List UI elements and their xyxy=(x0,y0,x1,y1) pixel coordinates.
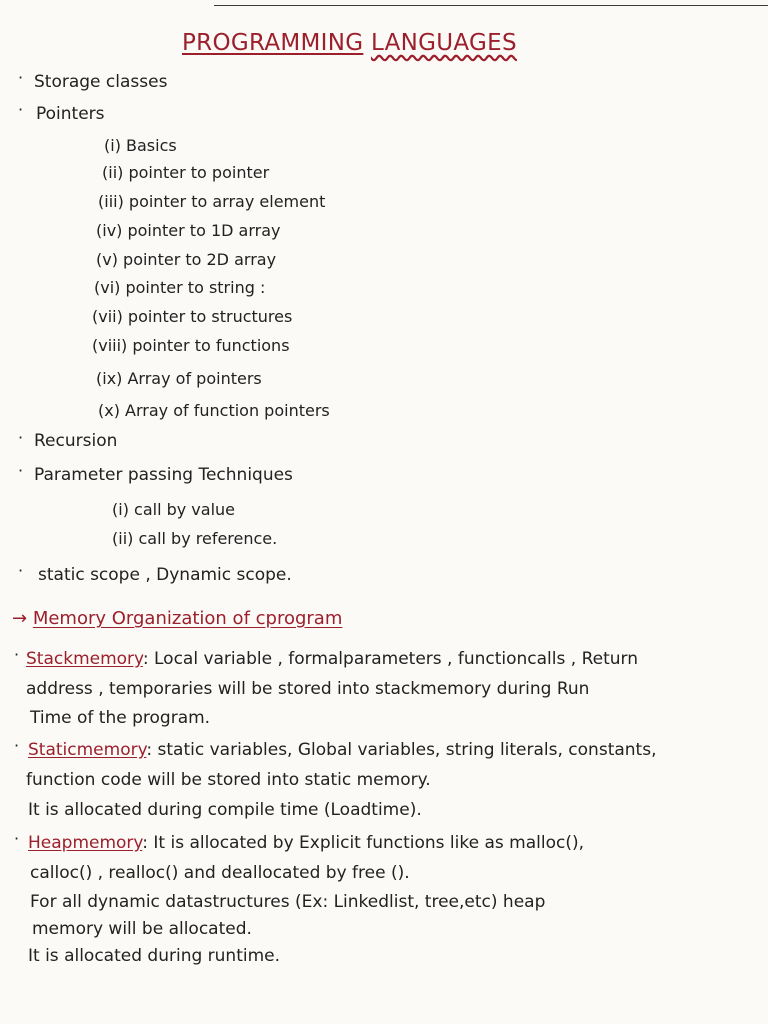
title-part-1: PROGRAMMING xyxy=(182,30,364,56)
static-memory-label: Staticmemory xyxy=(28,740,147,760)
pointer-subtopic: (v) pointer to 2D array xyxy=(96,250,277,269)
memory-heading xyxy=(12,608,342,629)
topic-scope: static scope , Dynamic scope. xyxy=(38,565,292,585)
heap-memory-label: Heapmemory xyxy=(28,833,143,853)
title-part-2: LANGUAGES xyxy=(370,30,517,56)
stack-memory-line-3: Time of the program. xyxy=(30,708,211,728)
bullet-icon: · xyxy=(14,645,20,664)
stack-memory-label: Stackmemory xyxy=(26,649,143,669)
bullet-icon: · xyxy=(18,100,24,119)
page-title xyxy=(182,30,517,56)
static-memory-line-1 xyxy=(28,740,656,760)
top-border-line xyxy=(214,5,768,6)
bullet-icon: · xyxy=(18,428,24,447)
pointer-subtopic: (vii) pointer to structures xyxy=(92,307,293,326)
arrow-right-icon: → xyxy=(12,608,28,629)
pointer-subtopic: (vi) pointer to string : xyxy=(94,278,266,297)
heap-memory-line-4: memory will be allocated. xyxy=(32,919,252,939)
static-memory-text-1: : static variables, Global variables, string literals, constants, xyxy=(146,740,657,760)
heap-memory-line-5: It is allocated during runtime. xyxy=(28,946,281,966)
topic-parameter-passing: Parameter passing Techniques xyxy=(34,465,293,485)
memory-heading-text: Memory Organization of cprogram xyxy=(32,608,343,629)
topic-storage-classes: Storage classes xyxy=(34,72,168,92)
bullet-icon: · xyxy=(18,561,24,580)
pointer-subtopic: (ix) Array of pointers xyxy=(96,369,262,388)
param-subtopic: (ii) call by reference. xyxy=(112,529,278,548)
bullet-icon: · xyxy=(18,461,24,480)
bullet-icon: · xyxy=(18,68,24,87)
heap-memory-text-1: : It is allocated by Explicit functions like as malloc(), xyxy=(142,833,585,853)
param-subtopic: (i) call by value xyxy=(112,500,236,519)
pointer-subtopic: (iii) pointer to array element xyxy=(98,192,326,211)
pointer-subtopic: (i) Basics xyxy=(104,136,177,155)
bullet-icon: · xyxy=(14,736,20,755)
pointer-subtopic: (x) Array of function pointers xyxy=(98,401,330,420)
heap-memory-line-1 xyxy=(28,833,584,853)
topic-pointers: Pointers xyxy=(36,104,105,124)
stack-memory-text-1: : Local variable , formalparameters , functioncalls , Return xyxy=(142,649,638,669)
heap-memory-line-3: For all dynamic datastructures (Ex: Linkedlist, tree,etc) heap xyxy=(30,892,546,912)
topic-recursion: Recursion xyxy=(34,431,118,451)
pointer-subtopic: (viii) pointer to functions xyxy=(92,336,290,355)
static-memory-line-3: It is allocated during compile time (Loadtime). xyxy=(28,800,422,820)
heap-memory-line-2: calloc() , realloc() and deallocated by free (). xyxy=(30,863,410,883)
stack-memory-line-1 xyxy=(26,649,638,669)
bullet-icon: · xyxy=(14,829,20,848)
stack-memory-line-2: address , temporaries will be stored into stackmemory during Run xyxy=(26,679,590,699)
pointer-subtopic: (iv) pointer to 1D array xyxy=(96,221,281,240)
pointer-subtopic: (ii) pointer to pointer xyxy=(102,163,270,182)
static-memory-line-2: function code will be stored into static memory. xyxy=(26,770,431,790)
